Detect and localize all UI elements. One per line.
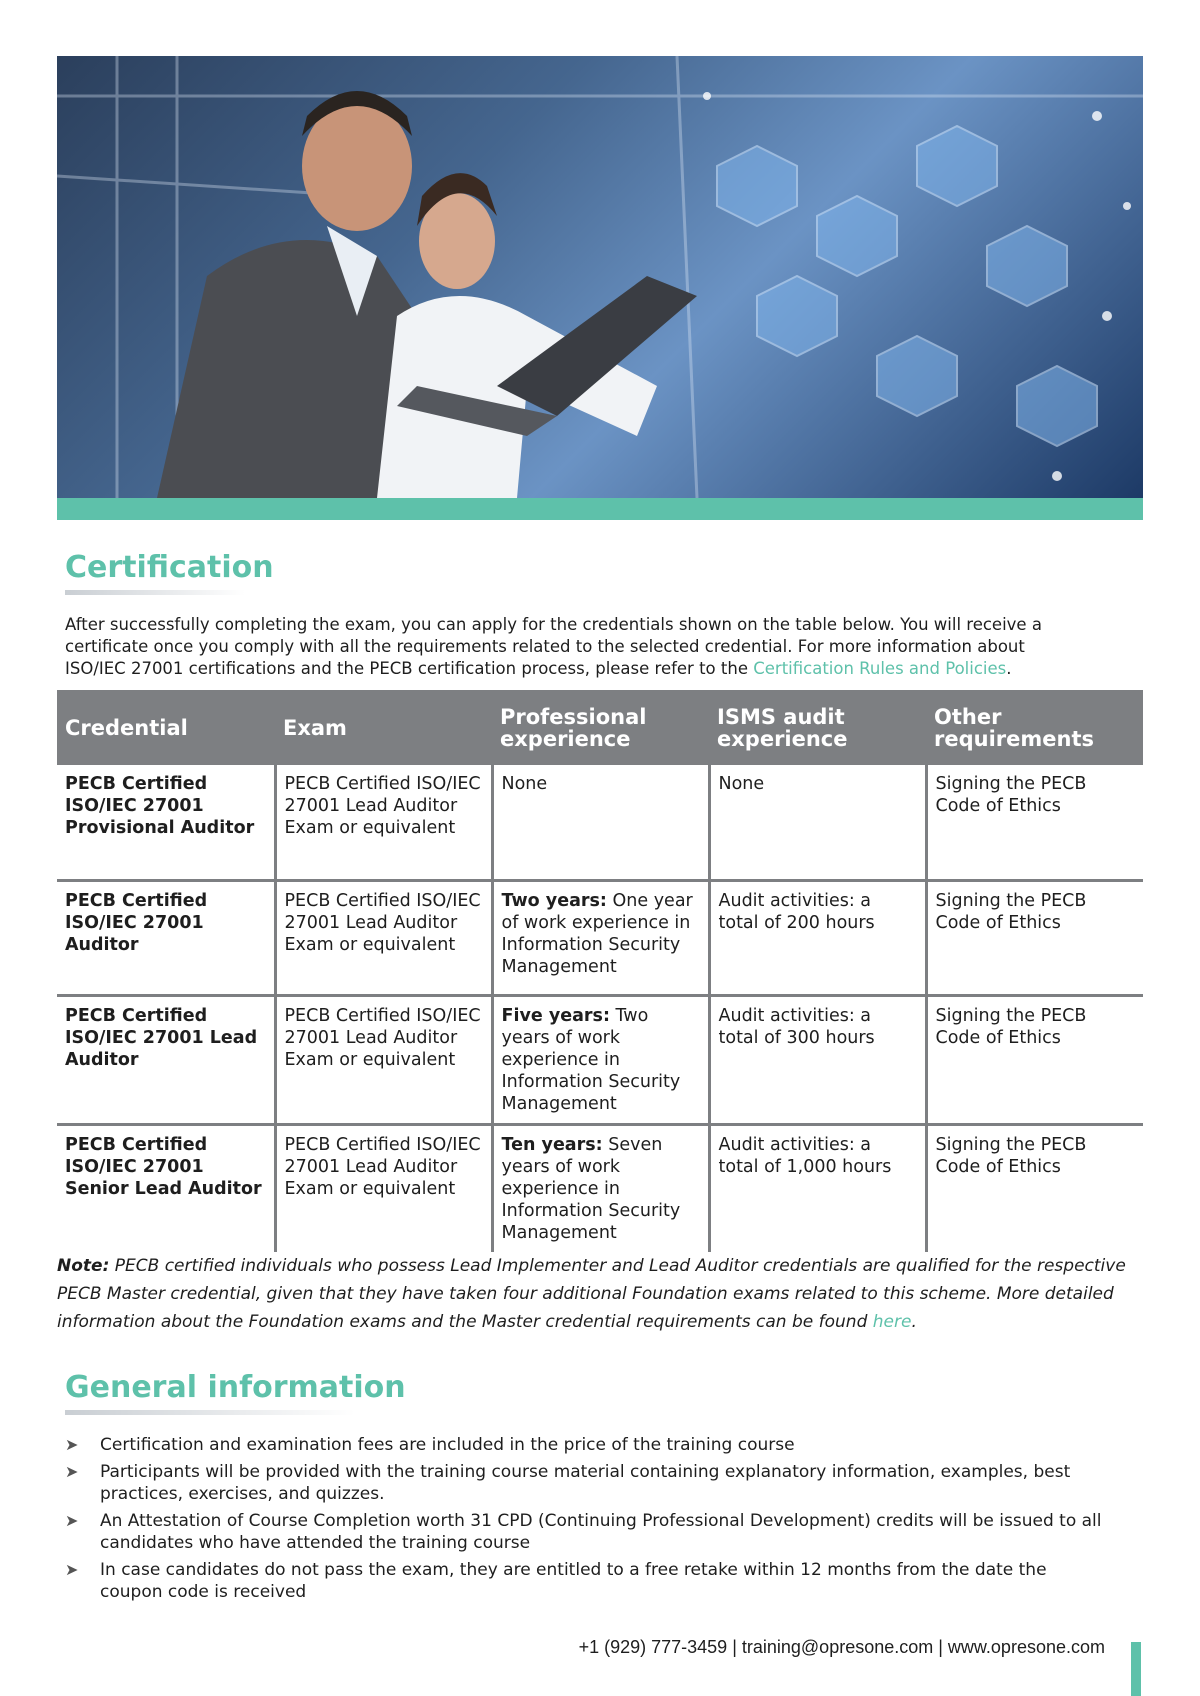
note-paragraph (57, 1252, 1143, 1336)
hero-accent-bar (57, 498, 1143, 520)
note-label: Note: (57, 1256, 110, 1276)
prof-rest: Seven years of work experience in Information Security Management (501, 1134, 681, 1243)
footer-contact: +1 (929) 777-3459 | training@opresone.com | www.opresone.com (578, 1637, 1105, 1657)
cell-credential: PECB Certified ISO/IEC 27001 Lead Auditor (57, 995, 275, 1124)
prof-lead: Five years: (501, 1005, 610, 1026)
certification-rules-link[interactable]: Certification Rules and Policies (753, 659, 1007, 678)
list-item-text: In case candidates do not pass the exam, they are entitled to a free retake within 12 months from the date the coupon code is received (100, 1560, 1047, 1602)
cell-professional-experience (492, 765, 709, 880)
arrow-bullet-icon: ➤ (65, 1435, 79, 1454)
note-text: PECB certified individuals who possess Lead Implementer and Lead Auditor credentials are qualified for the respective PECB Master credential, given that they have taken four additional Foundation exams related to this scheme. More detailed information about the Foundation exams and the Master credential requirements can be found (57, 1256, 1126, 1332)
header-other-requirements: Other requirements (926, 690, 1143, 765)
list-item (65, 1461, 1105, 1505)
master-credential-link[interactable]: here (872, 1312, 912, 1332)
header-professional-experience: Professional experience (492, 690, 709, 765)
prof-rest: Two years of work experience in Information Security Management (501, 1005, 681, 1114)
certification-intro (65, 614, 1085, 680)
general-information-underline (65, 1410, 355, 1415)
cell-professional-experience (492, 880, 709, 995)
cell-credential: PECB Certified ISO/IEC 27001 Senior Lead Auditor (57, 1124, 275, 1252)
cell-audit-experience: Audit activities: a total of 200 hours (709, 880, 926, 995)
cell-other-requirements: Signing the PECB Code of Ethics (926, 765, 1143, 880)
cell-professional-experience (492, 1124, 709, 1252)
cell-credential: PECB Certified ISO/IEC 27001 Auditor (57, 880, 275, 995)
credentials-table (57, 690, 1143, 1252)
cell-audit-experience: Audit activities: a total of 1,000 hours (709, 1124, 926, 1252)
cell-credential: PECB Certified ISO/IEC 27001 Provisional Auditor (57, 765, 275, 880)
table-row (57, 880, 1143, 995)
table-row (57, 1124, 1143, 1252)
cell-other-requirements: Signing the PECB Code of Ethics (926, 880, 1143, 995)
hero-image (57, 56, 1143, 498)
cell-exam: PECB Certified ISO/IEC 27001 Lead Auditor Exam or equivalent (275, 880, 492, 995)
intro-text: After successfully completing the exam, you can apply for the credentials shown on the table below. You will receive a certificate once you comply with all the requirements related to the selected credential. For more information about ISO/IEC 27001 certifications and the PECB certification process, please refer to the (65, 615, 1042, 678)
cell-audit-experience: Audit activities: a total of 300 hours (709, 995, 926, 1124)
footer-accent-bar (1131, 1642, 1141, 1696)
prof-lead: Two years: (501, 890, 607, 911)
general-information-list (65, 1434, 1105, 1608)
general-information-title: General information (65, 1370, 406, 1405)
cell-professional-experience (492, 995, 709, 1124)
cell-other-requirements: Signing the PECB Code of Ethics (935, 1134, 1087, 1177)
list-item (65, 1510, 1105, 1554)
list-item-text: An Attestation of Course Completion worth 31 CPD (Continuing Professional Development) credits will be issued to all candidates who have attended the training course (100, 1511, 1102, 1553)
arrow-bullet-icon: ➤ (65, 1560, 79, 1579)
intro-end: . (1006, 659, 1012, 678)
note-end: . (911, 1312, 917, 1332)
prof-rest: One year of work experience in Information Security Management (501, 890, 693, 977)
cell-other-requirements: Signing the PECB Code of Ethics (926, 995, 1143, 1124)
list-item-text: Participants will be provided with the training course material containing explanatory information, examples, best practices, exercises, and quizzes. (100, 1462, 1071, 1504)
list-item (65, 1559, 1105, 1603)
list-item (65, 1434, 1105, 1456)
table-header-row (57, 690, 1143, 765)
header-isms-audit-experience: ISMS audit experience (709, 690, 926, 765)
certification-title: Certification (65, 550, 274, 585)
header-credential: Credential (57, 690, 275, 765)
cell-exam: PECB Certified ISO/IEC 27001 Lead Auditor Exam or equivalent (275, 1124, 492, 1252)
hero-illustration (57, 56, 1143, 498)
cell-audit-experience: None (709, 765, 926, 880)
cell-exam: PECB Certified ISO/IEC 27001 Lead Auditor Exam or equivalent (275, 765, 492, 880)
table-row (57, 995, 1143, 1124)
table-row (57, 765, 1143, 880)
certification-title-underline (65, 590, 245, 595)
arrow-bullet-icon: ➤ (65, 1462, 79, 1481)
prof-lead: Ten years: (501, 1134, 603, 1155)
prof-rest: None (501, 774, 548, 794)
header-exam: Exam (275, 690, 492, 765)
arrow-bullet-icon: ➤ (65, 1511, 79, 1530)
cell-exam: PECB Certified ISO/IEC 27001 Lead Auditor Exam or equivalent (275, 995, 492, 1124)
list-item-text: Certification and examination fees are included in the price of the training course (100, 1435, 795, 1455)
